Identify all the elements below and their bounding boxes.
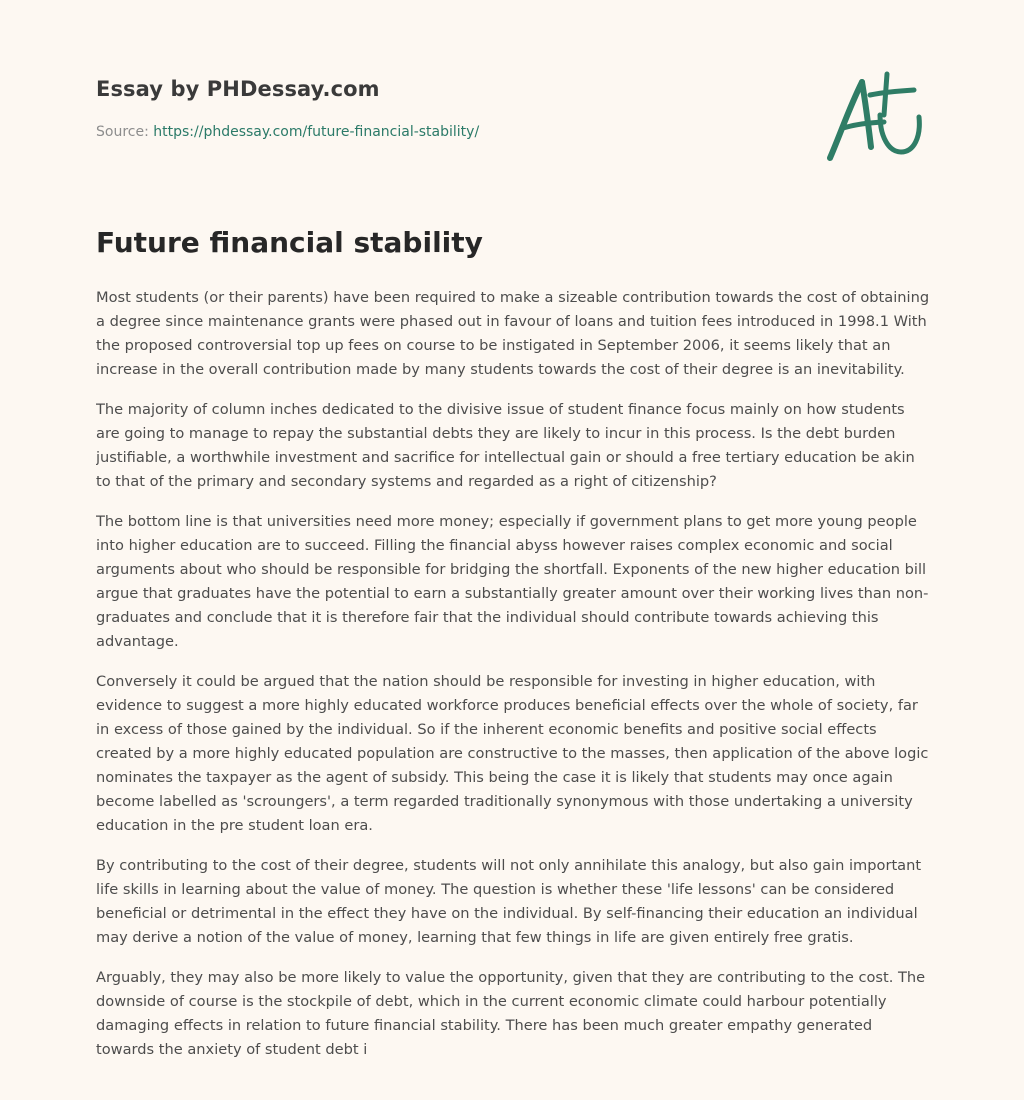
a-plus-icon (822, 70, 930, 166)
essay-paragraph: Most students (or their parents) have been required to make a sizeable contribution towards the cost of obtaining a degree since maintenance grants were phased out in favour of loans and tuition fees introduced in 1998.1 With the proposed controversial top up fees on course to be instigated in September 2006, it seems likely that an increase in the overall contribution made by many students towards the cost of their degree is an inevitability. (96, 289, 930, 378)
essay-paragraph: Conversely it could be argued that the nation should be responsible for investing in higher education, with evidence to suggest a more highly educated workforce produces beneficial effects over the whole of society, far in excess of those gained by the individual. So if the inherent economic benefits and positive social effects created by a more highly educated population are constructive to the masses, then application of the above logic nominates the taxpayer as the agent of subsidy. This being the case it is likely that students may once again become labelled as 'scroungers', a term regarded traditionally synonymous with those undertaking a university education in the pre student loan era. (96, 673, 929, 834)
essay-title: Future financial stability (96, 226, 483, 259)
source-link[interactable]: https://phdessay.com/future-financial-stability/ (153, 124, 480, 140)
essay-paragraph: The bottom line is that universities need more money; especially if government plans to get more young people into higher education are to succeed. Filling the financial abyss however raises complex economic and social arguments about who should be responsible for bridging the shortfall. Exponents of the new higher education bill argue that graduates have the potential to earn a substantially greater amount over their working lives than non-graduates and conclude that it is therefore fair that the individual should contribute towards achieving this advantage. (96, 513, 929, 650)
essay-paragraph: By contributing to the cost of their degree, students will not only annihilate this analogy, but also gain important life skills in learning about the value of money. The question is whether these 'life lessons' can be considered beneficial or detrimental in the effect they have on the individual. By self-financing their education an individual may derive a notion of the value of money, learning that few things in life are given entirely free gratis. (96, 857, 922, 946)
essay-content (96, 286, 930, 1100)
site-title: Essay by PHDessay.com (96, 77, 380, 101)
essay-paragraph: The majority of column inches dedicated to the divisive issue of student finance focus mainly on how students are going to manage to repay the substantial debts they are likely to incur in this process. Is the debt burden justifiable, a worthwhile investment and sacrifice for intellectual gain or should a free tertiary education be akin to that of the primary and secondary systems and regarded as a right of citizenship? (96, 401, 915, 490)
source-line (96, 122, 816, 142)
page-header (96, 74, 816, 142)
essay-paragraph: Arguably, they may also be more likely to value the opportunity, given that they are contributing to the cost. The downside of course is the stockpile of debt, which in the current economic climate could harbour potentially damaging effects in relation to future financial stability. There has been much greater empathy generated towards the anxiety of student debt i (96, 969, 926, 1058)
source-label: Source: (96, 124, 149, 140)
